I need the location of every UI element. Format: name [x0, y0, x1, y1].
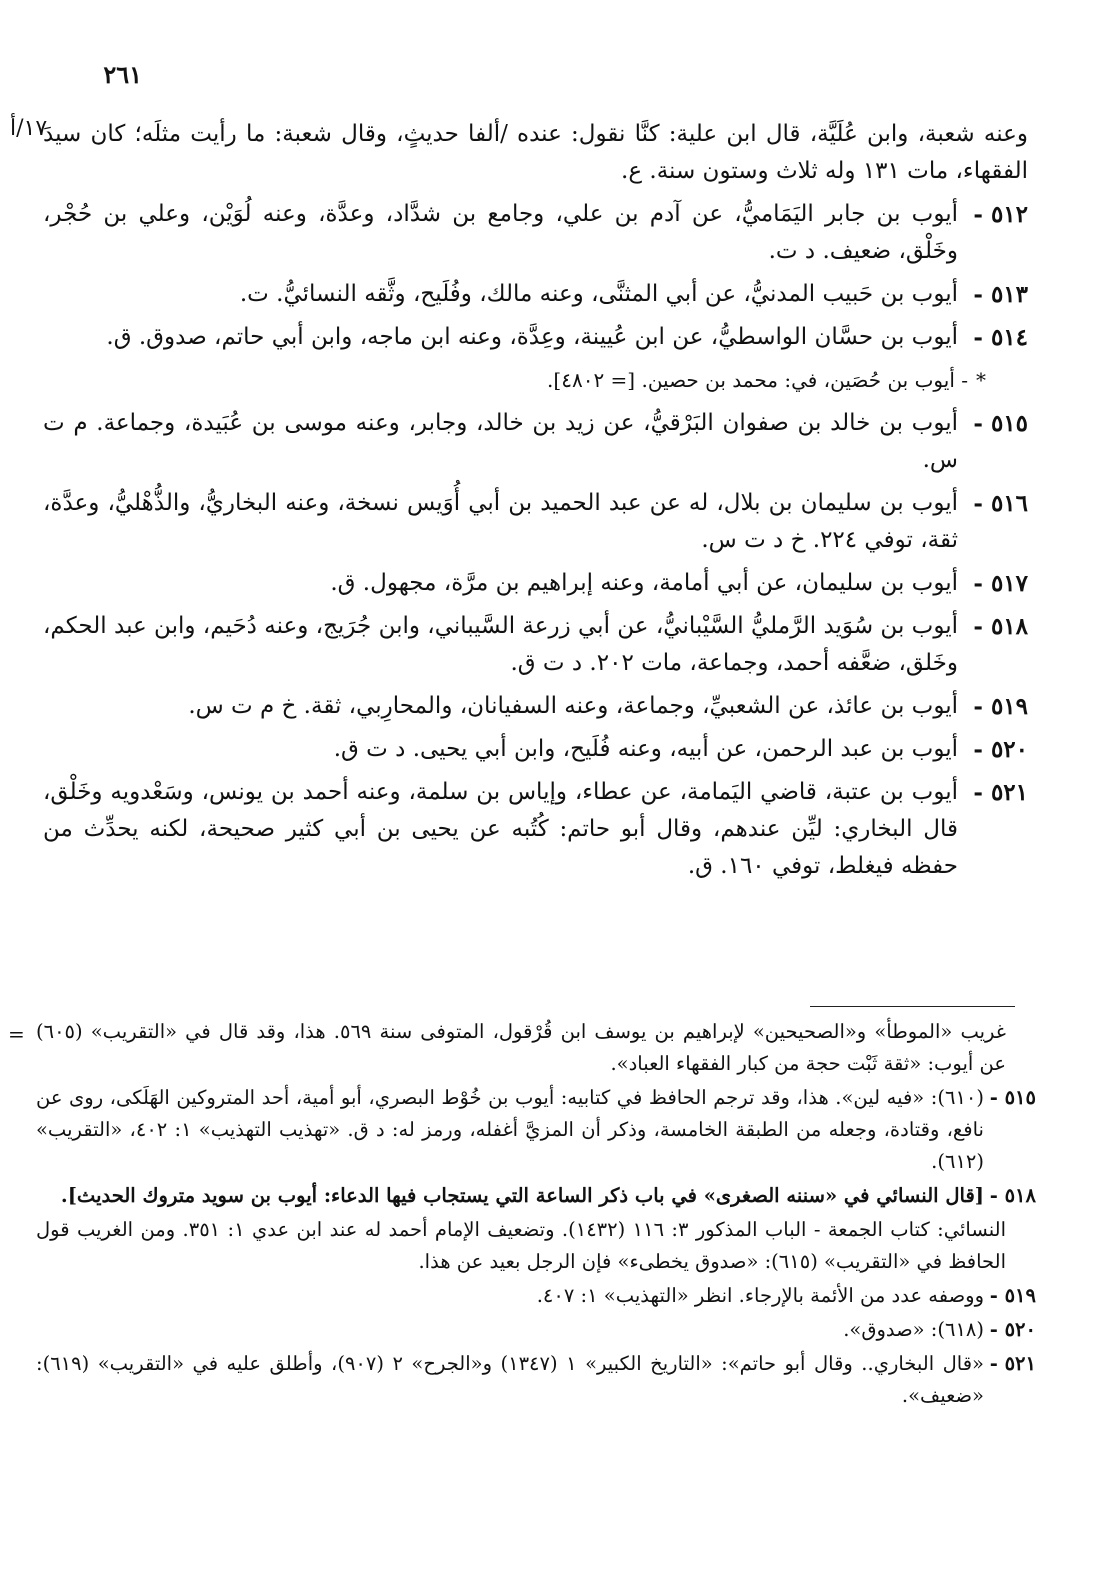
footnote-number: ٥١٨ -	[989, 1184, 1036, 1207]
margin-folio-reference: ١٧/أ	[10, 116, 48, 141]
entry-text: أيوب بن حَبيب المدنيُّ، عن أبي المثنَّى، وعنه مالك، وفُلَيح، وثَّقه النسائيُّ. ت.	[239, 281, 958, 307]
footnote-text: غريب «الموطأ» و«الصحيحين» لإبراهيم بن يوسف ابن قُرْقول، المتوفى سنة ٥٦٩. هذا، وقد قال في «التقريب» (٦٠٥) عن أيوب: «ثقة ثَبْت حجة من كبار الفقهاء العباد».	[36, 1020, 1006, 1075]
entry-text: أيوب بن سُوَيد الرَّمليُّ السَّيْبانيُّ، عن أبي زرعة السَّيباني، وابن جُرَيج، وعنه دُحَيم، وابن عبد الحكم، وخَلق، ضعَّفه أحمد، وجماعة، مات ٢٠٢. د ت ق.	[43, 613, 958, 676]
entry-520	[43, 731, 1028, 768]
entry-521	[43, 774, 1028, 885]
footnote-number: ٥٢١ -	[989, 1352, 1036, 1375]
entry-518	[43, 608, 1028, 682]
entry-number: ٥١٧ -	[973, 570, 1028, 597]
entry-512	[43, 196, 1028, 270]
main-text	[43, 116, 1028, 891]
entry-514	[43, 319, 1028, 356]
entry-text: أيوب بن سليمان بن بلال، له عن عبد الحميد بن أبي أُوَيس نسخة، وعنه البخاريُّ، والذُّهْليُّ، وعدَّة، ثقة، توفي ٢٢٤. خ د ت س.	[43, 490, 958, 553]
cross-reference-note	[43, 362, 1028, 399]
entry-number: ٥١٥ -	[973, 410, 1028, 437]
entry-513	[43, 276, 1028, 313]
footnote-number: ٥٢٠ -	[989, 1318, 1036, 1341]
entry-number: ٥١٨ -	[973, 613, 1028, 640]
footnote-text: «قال البخاري.. وقال أبو حاتم»: «التاريخ الكبير» ١ (١٣٤٧) و«الجرح» ٢ (٩٠٧)، وأطلق عليه في «التقريب» (٦١٩): «ضعيف».	[36, 1352, 984, 1407]
footnote-number: ٥١٩ -	[989, 1284, 1036, 1307]
footnote-separator	[810, 1006, 1015, 1007]
footnote-continuation	[36, 1016, 1036, 1080]
entry-number: ٥٢٠ -	[973, 736, 1028, 763]
entry-text: أيوب بن جابر اليَمَاميُّ، عن آدم بن علي، وجامع بن شدَّاد، وعدَّة، وعنه لُوَيْن، وعلي بن حُجْر، وخَلْق، ضعيف. د ت.	[43, 201, 958, 264]
footnote-515	[36, 1082, 1036, 1178]
footnote-text: (٦١٠): «فيه لين». هذا، وقد ترجم الحافظ في كتابيه: أيوب بن خُوْط البصري، أبو أمية، أحد المتروكين الهَلَكى، روى عن نافع، وقتادة، وجعله من الطبقة الخامسة، وذكر أن المزيَّ أغفله، ورمز له: د ق. «تهذيب التهذيب» ١: ٤٠٢، «التقريب» (٦١٢).	[36, 1086, 984, 1173]
footnote-number: ٥١٥ -	[989, 1086, 1036, 1109]
footnote-521	[36, 1348, 1036, 1412]
entry-text: أيوب بن عبد الرحمن، عن أبيه، وعنه فُلَيح، وابن أبي يحيى. د ت ق.	[333, 736, 958, 762]
entry-number: ٥١٢ -	[973, 201, 1028, 228]
footnote-518-detail	[36, 1214, 1036, 1278]
entry-number: ٥١٣ -	[973, 281, 1028, 308]
footnote-520	[36, 1314, 1036, 1346]
footnote-text: [قال النسائي في «سننه الصغرى» في باب ذكر الساعة التي يستجاب فيها الدعاء: أيوب بن سويد متروك الحديث].	[60, 1184, 984, 1207]
continuation-mark: =	[8, 1022, 25, 1046]
entry-text: أيوب بن خالد بن صفوان البَرْقيُّ، عن زيد بن خالد، وجابر، وعنه موسى بن عُبَيدة، وجماعة. م ت س.	[43, 410, 958, 473]
entry-text: أيوب بن سليمان، عن أبي أمامة، وعنه إبراهيم بن مرَّة، مجهول. ق.	[330, 570, 958, 596]
footnote-text: ووصفه عدد من الأئمة بالإرجاء. انظر «التهذيب» ١: ٤٠٧.	[536, 1284, 984, 1307]
footnote-text: النسائي: كتاب الجمعة - الباب المذكور ٣: ١١٦ (١٤٣٢). وتضعيف الإمام أحمد له عند ابن عدي ١: ٣٥١. ومن الغريب قول الحافظ في «التقريب» (٦١٥): «صدوق يخطىء» فإن الرجل بعيد عن هذا.	[36, 1218, 1006, 1273]
entry-number: ٥٢١ -	[973, 779, 1028, 806]
entry-519	[43, 688, 1028, 725]
entry-text: أيوب بن عتبة، قاضي اليَمامة، عن عطاء، وإياس بن سلمة، وعنه أحمد بن يونس، وسَعْدويه وخَلْق، قال البخاري: ليِّن عندهم، وقال أبو حاتم: كُتُبه عن يحيى بن أبي كثير صحيحة، لكنه يحدِّث من حفظه فيغلط، توفي ١٦٠. ق.	[43, 779, 958, 879]
entry-number: ٥١٤ -	[973, 324, 1028, 351]
entry-number: ٥١٦ -	[973, 490, 1028, 517]
intro-paragraph: وعنه شعبة، وابن عُلَيَّة، قال ابن علية: كنَّا نقول: عنده /ألفا حديثٍ، وقال شعبة: ما رأيت مثلَه؛ كان سيدَ الفقهاء، مات ١٣١ وله ثلاث وستون سنة. ع.	[43, 121, 1028, 184]
entry-text: أيوب بن حسَّان الواسطيُّ، عن ابن عُيينة، وعِدَّة، وعنه ابن ماجه، وابن أبي حاتم، صدوق. ق.	[106, 324, 958, 350]
footnote-519	[36, 1280, 1036, 1312]
entry-text: أيوب بن عائذ، عن الشعبيِّ، وجماعة، وعنه السفيانان، والمحارِبي، ثقة. خ م ت س.	[188, 693, 958, 719]
asterisk-icon: *	[976, 368, 986, 392]
footnotes	[36, 1016, 1036, 1414]
entry-text: - أيوب بن حُصَين، في: محمد بن حصين. [= ٤٨٠٢].	[547, 368, 968, 392]
page-number: ٢٦١	[103, 60, 142, 89]
footnote-518	[36, 1180, 1036, 1212]
footnote-text: (٦١٨): «صدوق».	[843, 1318, 984, 1341]
entry-number: ٥١٩ -	[973, 693, 1028, 720]
entry-516	[43, 485, 1028, 559]
entry-515	[43, 405, 1028, 479]
entry-517	[43, 565, 1028, 602]
